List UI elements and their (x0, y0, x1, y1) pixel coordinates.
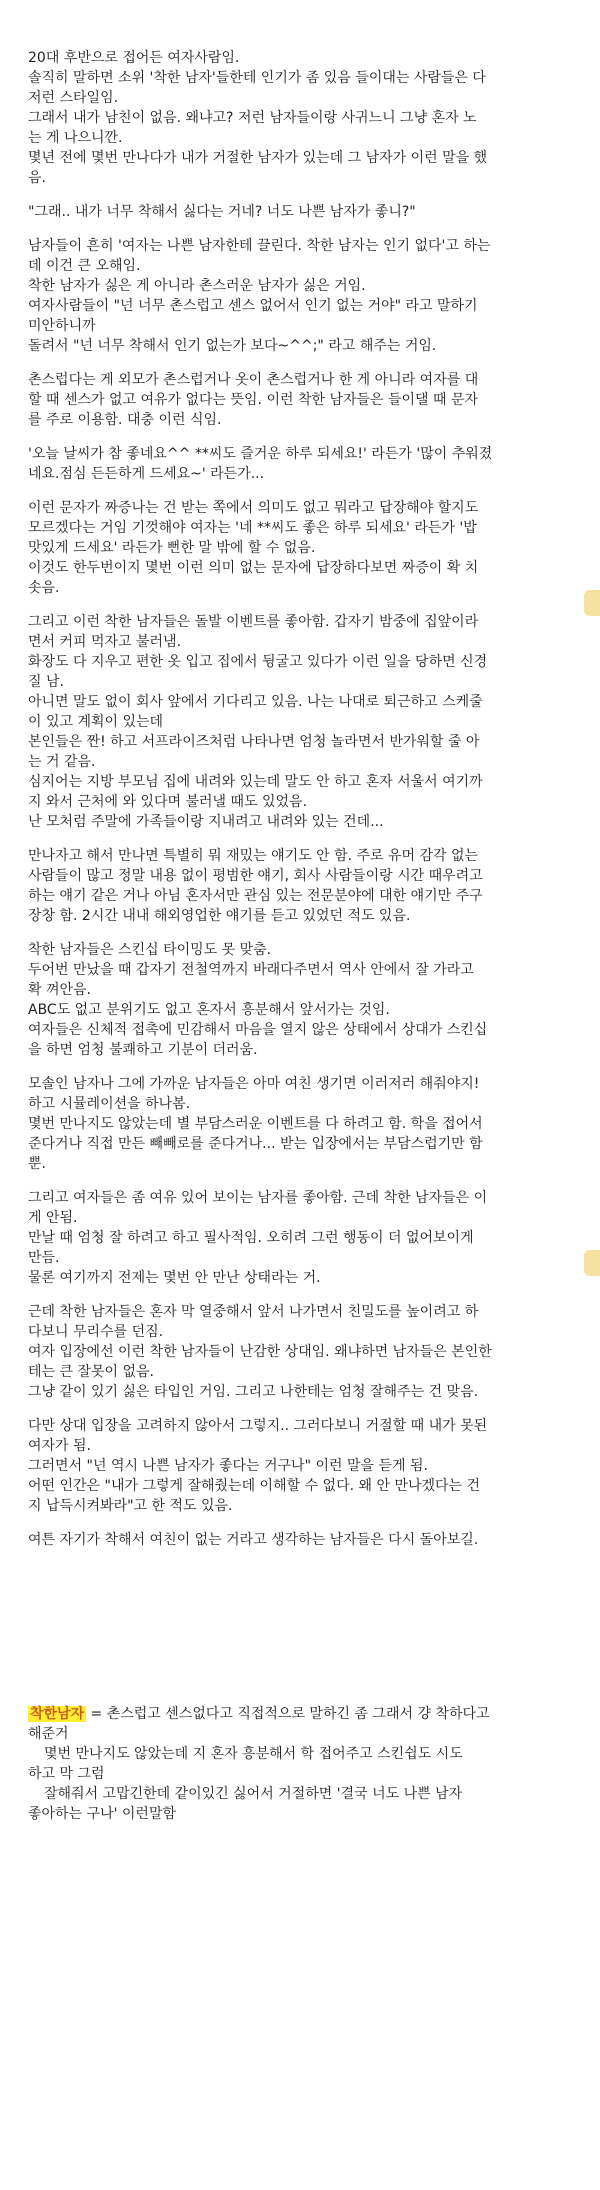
summary-line: 하고 막 그럼 (28, 1766, 105, 1782)
spacer (28, 1564, 576, 1704)
text-line: 난 모처럼 주말에 가족들이랑 지내려고 내려와 있는 건데... (28, 814, 384, 830)
text-line: 를 주로 이용함. 대충 이런 식임. (28, 412, 222, 428)
text-line: 그리고 여자들은 좀 여유 있어 보이는 남자를 좋아함. 근데 착한 남자들은 이 (28, 1190, 488, 1206)
text-line: 그리고 이런 착한 남자들은 돌발 이벤트를 좋아함. 갑자기 밤중에 집앞이라 (28, 614, 479, 630)
paragraph (28, 48, 576, 188)
text-line: 을 하면 엄청 불쾌하고 기분이 더러움. (28, 1042, 258, 1058)
paragraph (28, 498, 576, 598)
text-line: 20대 후반으로 접어든 여자사람임. (28, 50, 240, 66)
text-line: 데 이건 큰 오해임. (28, 258, 141, 274)
text-line: 심지어는 지방 부모님 집에 내려와 있는데 말도 안 하고 혼자 서울서 여기까 (28, 774, 483, 790)
text-line: 본인들은 짠! 하고 서프라이즈처럼 나타나면 엄청 놀라면서 반가워할 줄 아 (28, 734, 480, 750)
side-tab-marker (584, 1250, 600, 1276)
text-line: 착한 남자들은 스킨십 타이밍도 못 맞춤. (28, 942, 272, 958)
paragraph (28, 612, 576, 832)
text-line: 촌스럽다는 게 외모가 촌스럽거나 옷이 촌스럽거나 한 게 아니라 여자를 대 (28, 372, 479, 388)
paragraph (28, 846, 576, 926)
text-line: 저런 스타일임. (28, 90, 119, 106)
text-line: 지 납득시켜봐라"고 한 적도 있음. (28, 1498, 233, 1514)
text-line: 이 있고 계획이 있는데 (28, 714, 164, 730)
text-line: 사람들이 많고 정말 내용 없이 평범한 얘기, 회사 사람들이랑 시간 때우려고 (28, 868, 483, 884)
text-line: 근데 착한 남자들은 혼자 막 열중해서 앞서 나가면서 친밀도를 높이려고 하 (28, 1304, 479, 1320)
paragraph (28, 1530, 576, 1550)
text-line: 네요.점심 든든하게 드세요~' 라든가... (28, 466, 265, 482)
text-line: 남자들이 흔히 '여자는 나쁜 남자한테 끌린다. 착한 남자는 인기 없다'고 하는 (28, 238, 491, 254)
text-line: 뿐. (28, 1156, 46, 1172)
summary-first-line (28, 1704, 576, 1724)
text-line: 여튼 자기가 착해서 여친이 없는 거라고 생각하는 남자들은 다시 돌아보길. (28, 1532, 479, 1548)
paragraph (28, 1074, 576, 1174)
text-line: 돌려서 "넌 너무 착해서 인기 없는가 보다~^^;" 라고 해주는 거임. (28, 338, 437, 354)
text-line: 미안하니까 (28, 318, 96, 334)
text-line: 그러면서 "넌 역시 나쁜 남자가 좋다는 거구나" 이런 말을 듣게 됨. (28, 1458, 428, 1474)
text-line: 여자가 됨. (28, 1438, 91, 1454)
text-line: 이것도 한두번이지 몇번 이런 의미 없는 문자에 답장하다보면 짜증이 확 치 (28, 560, 479, 576)
text-line: 모르겠다는 거임 기껏해야 여자는 '네 **씨도 좋은 하루 되세요' 라든가 '밥 (28, 520, 477, 536)
text-line: "그래.. 내가 너무 착해서 싫다는 거네? 너도 나쁜 남자가 좋니?" (28, 204, 416, 220)
text-line: 맛있게 드세요' 라든가 뻔한 말 밖에 할 수 없음. (28, 540, 316, 556)
paragraph (28, 1188, 576, 1288)
text-line: 어떤 인간은 "내가 그렇게 잘해줬는데 이해할 수 없다. 왜 안 만나겠다는 건 (28, 1478, 481, 1494)
text-line: 만듬. (28, 1250, 60, 1266)
text-line: 모솔인 남자나 그에 가까운 남자들은 아마 여친 생기면 이러저러 해줘야지! (28, 1076, 480, 1092)
summary-line: 해준거 (28, 1726, 69, 1742)
text-line: 여자 입장에선 이런 착한 남자들이 난감한 상대임. 왜냐하면 남자들은 본인한 (28, 1344, 492, 1360)
text-line: 화장도 다 지우고 편한 옷 입고 집에서 뒹굴고 있다가 이런 일을 당하면 신경 (28, 654, 488, 670)
summary-block (28, 1704, 576, 1824)
text-line: 몇년 전에 몇번 만나다가 내가 거절한 남자가 있는데 그 남자가 이런 말을 했 (28, 150, 488, 166)
text-line: 하고 시뮬레이션을 하나봄. (28, 1096, 191, 1112)
summary-line: 잘해줘서 고맙긴한데 같이있긴 싫어서 거절하면 '결국 너도 나쁜 남자 (44, 1786, 463, 1802)
text-line: 게 안됨. (28, 1210, 78, 1226)
text-line: 장창 함. 2시간 내내 해외영업한 얘기를 듣고 있었던 적도 있음. (28, 908, 411, 924)
text-line: 하는 얘기 같은 거나 아님 혼자서만 관심 있는 전문분야에 대한 얘기만 주구 (28, 888, 483, 904)
text-line: ABC도 없고 분위기도 없고 혼자서 흥분해서 앞서가는 것임. (28, 1002, 390, 1018)
paragraph (28, 236, 576, 356)
paragraph (28, 202, 576, 222)
text-line: 는 거 같음. (28, 754, 96, 770)
text-line: 그냥 같이 있기 싫은 타입인 거임. 그리고 나한테는 엄청 잘해주는 건 맞음. (28, 1384, 479, 1400)
text-line: 다보니 무리수를 던짐. (28, 1324, 164, 1340)
text-line: 이런 문자가 짜증나는 건 받는 쪽에서 의미도 없고 뭐라고 답장해야 할지도 (28, 500, 479, 516)
article-body (28, 48, 576, 1824)
paragraph (28, 444, 576, 484)
side-tab-marker (584, 590, 600, 616)
text-line: 여자들은 신체적 접촉에 민감해서 마음을 열지 않은 상태에서 상대가 스킨십 (28, 1022, 488, 1038)
highlighted-keyword: 착한남자 (30, 1706, 85, 1722)
summary-line: 몇번 만나지도 않았는데 지 혼자 흥분해서 학 접어주고 스킨쉽도 시도 (44, 1746, 463, 1762)
text-line: 음. (28, 170, 46, 186)
summary-line: 좋아하는 구나' 이런말함 (28, 1806, 176, 1822)
paragraph (28, 1302, 576, 1402)
text-line: 두어번 만났을 때 갑자기 전철역까지 바래다주면서 역사 안에서 잘 가라고 (28, 962, 474, 978)
text-line: '오늘 날씨가 참 좋네요^^ **씨도 즐거운 하루 되세요!' 라든가 '많이 추워졌 (28, 446, 493, 462)
text-line: 준다거나 직접 만든 빼빼로를 준다거나... 받는 입장에서는 부담스럽기만 함 (28, 1136, 483, 1152)
text-line: 면서 커피 먹자고 불러냄. (28, 634, 182, 650)
summary-text: = 촌스럽고 센스없다고 직접적으로 말하긴 좀 그래서 걍 착하다고 (86, 1706, 490, 1722)
text-line: 착한 남자가 싫은 게 아니라 촌스러운 남자가 싫은 거임. (28, 278, 366, 294)
text-line: 지 와서 근처에 와 있다며 불러낼 때도 있었음. (28, 794, 308, 810)
paragraph (28, 370, 576, 430)
text-line: 만날 때 엄청 잘 하려고 하고 필사적임. 오히려 그런 행동이 더 없어보이게 (28, 1230, 474, 1246)
text-line: 아니면 말도 없이 회사 앞에서 기다리고 있음. 나는 나대로 퇴근하고 스케줄 (28, 694, 483, 710)
text-line: 만나자고 해서 만나면 특별히 뭐 재밌는 얘기도 안 함. 주로 유머 감각 없는 (28, 848, 479, 864)
text-line: 확 껴안음. (28, 982, 91, 998)
text-line: 물론 여기까지 전제는 몇번 안 만난 상태라는 거. (28, 1270, 321, 1286)
text-line: 그래서 내가 남친이 없음. 왜냐고? 저런 남자들이랑 사귀느니 그냥 혼자 노 (28, 110, 477, 126)
text-line: 할 때 센스가 없고 여유가 없다는 뜻임. 이런 착한 남자들은 들이댈 때 문자 (28, 392, 479, 408)
paragraph (28, 1416, 576, 1516)
text-line: 다만 상대 입장을 고려하지 않아서 그렇지.. 그러다보니 거절할 때 내가 못된 (28, 1418, 488, 1434)
text-line: 솔직히 말하면 소위 '착한 남자'들한테 인기가 좀 있음 들이대는 사람들은 다 (28, 70, 486, 86)
text-line: 여자사람들이 "넌 너무 촌스럽고 센스 없어서 인기 없는 거야" 라고 말하기 (28, 298, 478, 314)
text-line: 솟음. (28, 580, 60, 596)
text-line: 질 남. (28, 674, 64, 690)
text-line: 는 게 나으니깐. (28, 130, 123, 146)
paragraph (28, 940, 576, 1060)
text-line: 테는 큰 잘못이 없음. (28, 1364, 154, 1380)
text-line: 몇번 만나지도 않았는데 별 부담스러운 이벤트를 다 하려고 함. 학을 접어서 (28, 1116, 483, 1132)
